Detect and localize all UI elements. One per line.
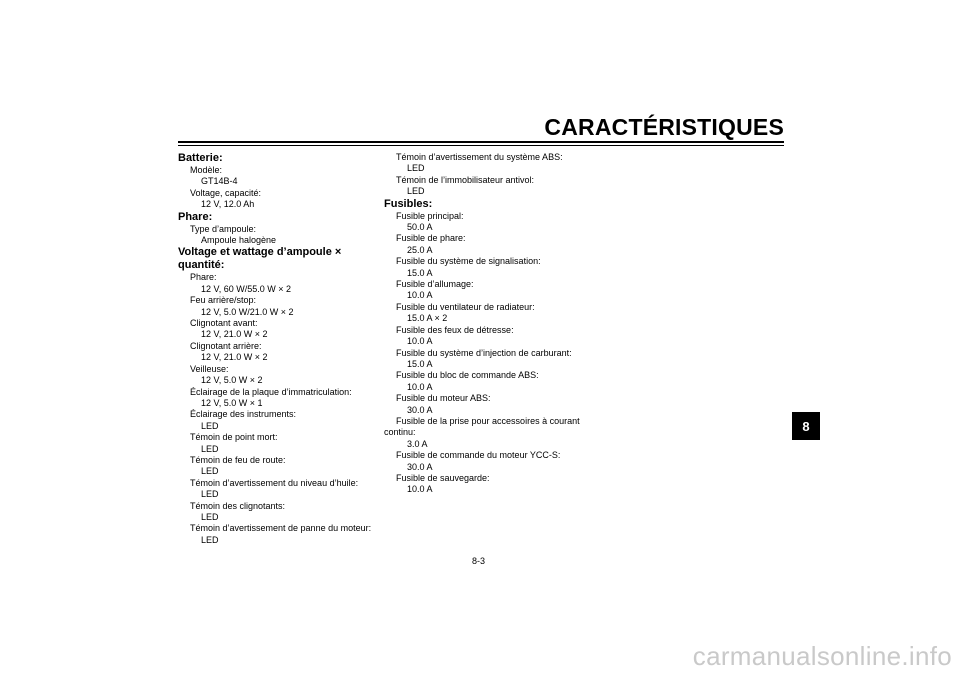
- spec-label: Fusible du système d’injection de carburant:: [396, 347, 572, 358]
- section-heading: Phare:: [178, 210, 213, 223]
- left-column: [178, 152, 378, 546]
- spec-value: LED: [407, 163, 425, 174]
- spec-label: Témoin de point mort:: [190, 432, 278, 443]
- spec-value: LED: [201, 511, 219, 522]
- spec-value: 10.0 A: [407, 290, 433, 301]
- spec-value: 12 V, 12.0 Ah: [201, 199, 255, 210]
- spec-label: Témoin d’avertissement du niveau d’huile:: [190, 477, 359, 488]
- spec-label: Modèle:: [190, 165, 223, 175]
- spec-value: LED: [201, 443, 219, 454]
- spec-value: LED: [407, 186, 425, 197]
- spec-label: Feu arrière/stop:: [190, 295, 257, 306]
- spec-label: Veilleuse:: [190, 363, 229, 374]
- spec-label: Témoin de l’immobilisateur antivol:: [396, 174, 535, 185]
- title-rule-thin: [178, 145, 784, 146]
- spec-value: 25.0 A: [407, 244, 433, 255]
- page-title: CARACTÉRISTIQUES: [544, 114, 784, 140]
- spec-label: Fusible principal:: [396, 210, 464, 221]
- spec-value: Ampoule halogène: [201, 235, 277, 246]
- spec-label: Éclairage de la plaque d’immatriculation:: [190, 386, 352, 397]
- spec-label: Fusible du ventilateur de radiateur:: [396, 301, 535, 312]
- spec-label: Témoin des clignotants:: [190, 500, 286, 511]
- spec-value: 10.0 A: [407, 484, 433, 495]
- spec-label: Fusible du système de signalisation:: [396, 256, 541, 267]
- spec-value: 15.0 A: [407, 267, 433, 278]
- spec-value: 30.0 A: [407, 461, 433, 472]
- spec-label: Fusible de sauvegarde:: [396, 472, 490, 483]
- watermark[interactable]: carmanualsonline.info: [692, 641, 952, 671]
- spec-label: Témoin d’avertissement de panne du moteur:: [190, 523, 372, 534]
- spec-label: Témoin d’avertissement du système ABS:: [396, 152, 563, 162]
- spec-label: Témoin de feu de route:: [190, 454, 286, 465]
- spec-value: LED: [201, 489, 219, 500]
- spec-label: Clignotant avant:: [190, 318, 258, 329]
- spec-value: 15.0 A × 2: [407, 313, 448, 324]
- spec-value: LED: [201, 466, 219, 477]
- spec-value: GT14B-4: [201, 176, 238, 187]
- spec-value: 12 V, 5.0 W/21.0 W × 2: [201, 306, 294, 317]
- spec-label: Clignotant arrière:: [190, 340, 262, 351]
- spec-label: Fusible du bloc de commande ABS:: [396, 370, 539, 381]
- spec-label: Éclairage des instruments:: [190, 409, 297, 420]
- spec-value: 12 V, 60 W/55.0 W × 2: [201, 283, 291, 294]
- section-heading: Fusibles:: [384, 197, 433, 210]
- spec-value: 12 V, 21.0 W × 2: [201, 329, 268, 340]
- title-rule-thick: [178, 141, 784, 143]
- spec-label: Fusible de phare:: [396, 233, 466, 244]
- spec-value: 12 V, 21.0 W × 2: [201, 352, 268, 363]
- spec-value: LED: [201, 534, 219, 545]
- spec-label: Fusible des feux de détresse:: [396, 324, 514, 335]
- spec-label: Fusible de la prise pour accessoires à courant: [396, 415, 580, 426]
- spec-value: 10.0 A: [407, 381, 433, 392]
- spec-value: 30.0 A: [407, 404, 433, 415]
- section-heading: Batterie:: [178, 152, 223, 164]
- spec-label: Voltage, capacité:: [190, 187, 262, 198]
- spec-value: 50.0 A: [407, 222, 433, 233]
- spec-value: 12 V, 5.0 W × 1: [201, 397, 263, 408]
- right-column: [384, 152, 594, 496]
- spec-label: Phare:: [190, 272, 217, 283]
- spec-label-continuation: continu:: [384, 427, 416, 438]
- spec-value: 3.0 A: [407, 438, 428, 449]
- section-heading: Voltage et wattage d’ampoule × quantité:: [178, 246, 342, 272]
- spec-value: 15.0 A: [407, 358, 433, 369]
- spec-value: 12 V, 5.0 W × 2: [201, 375, 263, 386]
- spec-label: Fusible du moteur ABS:: [396, 393, 491, 404]
- spec-value: LED: [201, 420, 219, 431]
- spec-label: Fusible de commande du moteur YCC-S:: [396, 450, 561, 461]
- page-number: 8-3: [472, 556, 486, 566]
- spec-label: Type d’ampoule:: [190, 223, 257, 234]
- chapter-tab[interactable]: 8: [792, 412, 820, 440]
- spec-label: Fusible d’allumage:: [396, 279, 474, 290]
- spec-value: 10.0 A: [407, 336, 433, 347]
